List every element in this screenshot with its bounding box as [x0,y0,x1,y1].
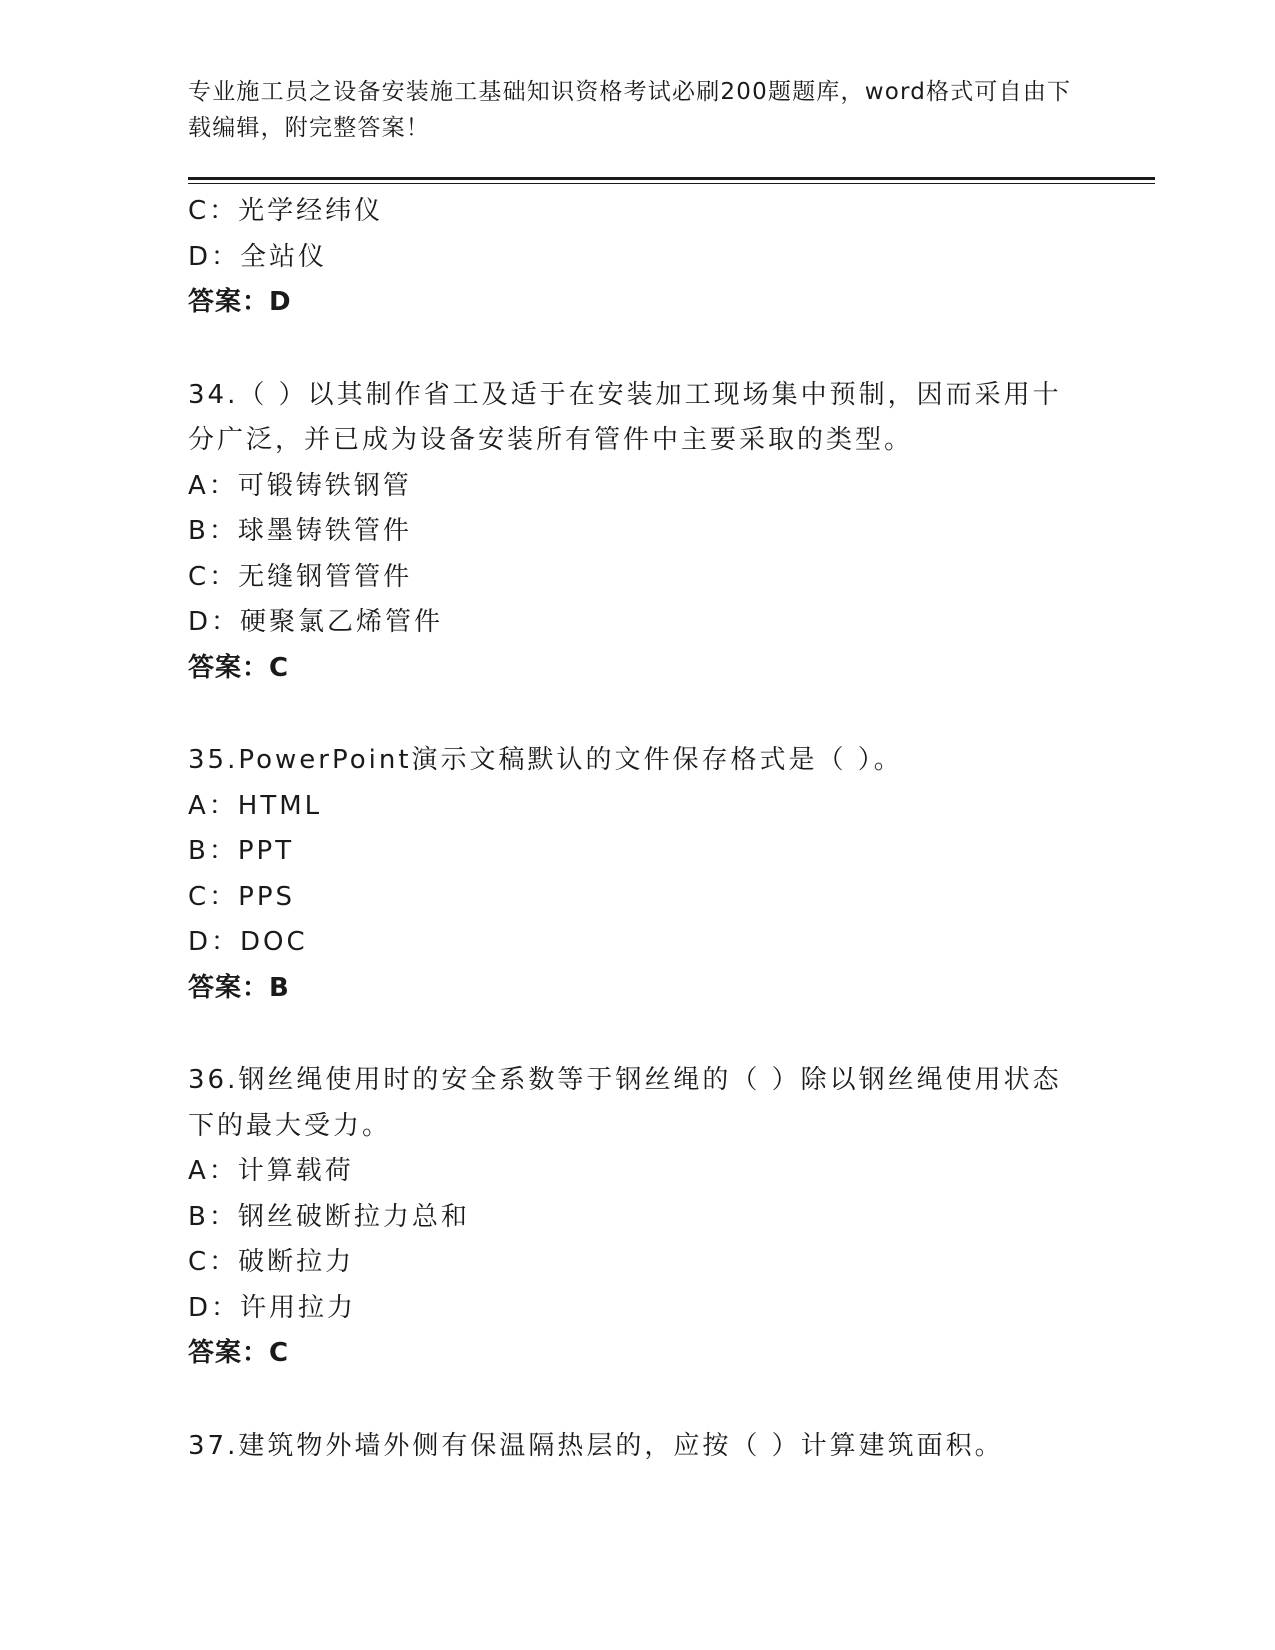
document-body [188,189,1088,1469]
option-d: D：DOC [188,927,308,957]
option-d: D：许用拉力 [188,1292,357,1323]
option-c: C：PPS [188,881,296,912]
header-rule-thin [188,183,1155,184]
option-b: B：PPT [188,836,295,866]
option-d: D：全站仪 [188,241,328,272]
answer: 答案：C [188,652,290,683]
option-a: A：计算载荷 [188,1156,354,1186]
header-rule-thick [188,177,1155,180]
question-37 [188,1424,1088,1470]
option-c: C：破断拉力 [188,1247,355,1277]
option-c: C：无缝钢管管件 [188,561,413,592]
prev-question-block [188,189,1088,326]
option-d: D：硬聚氯乙烯管件 [188,607,444,637]
question-34 [188,373,1088,692]
option-c: C：光学经纬仪 [188,196,384,226]
option-b: B：钢丝破断拉力总和 [188,1201,470,1232]
option-b: B：球墨铸铁管件 [188,516,412,546]
answer: 答案：C [188,1338,290,1368]
option-a: A：HTML [188,790,323,821]
option-a: A：可锻铸铁钢管 [188,470,412,501]
question-text: 36.钢丝绳使用时的安全系数等于钢丝绳的（ ）除以钢丝绳使用状态下的最大受力。 [188,1065,1062,1141]
answer: 答案：D [188,287,292,317]
question-35 [188,738,1088,1011]
question-text: 34.（ ）以其制作省工及适于在安装加工现场集中预制，因而采用十分广泛，并已成为设备安装所有管件中主要采取的类型。 [188,379,1062,455]
document-header: 专业施工员之设备安装施工基础知识资格考试必刷200题题库，word格式可自由下载编辑，附完整答案！ [188,79,1072,141]
answer: 答案：B [188,972,290,1003]
question-text: 35.PowerPoint演示文稿默认的文件保存格式是（ ）。 [188,745,903,775]
question-36 [188,1058,1088,1377]
question-text: 37.建筑物外墙外侧有保温隔热层的，应按（ ）计算建筑面积。 [188,1430,1004,1461]
